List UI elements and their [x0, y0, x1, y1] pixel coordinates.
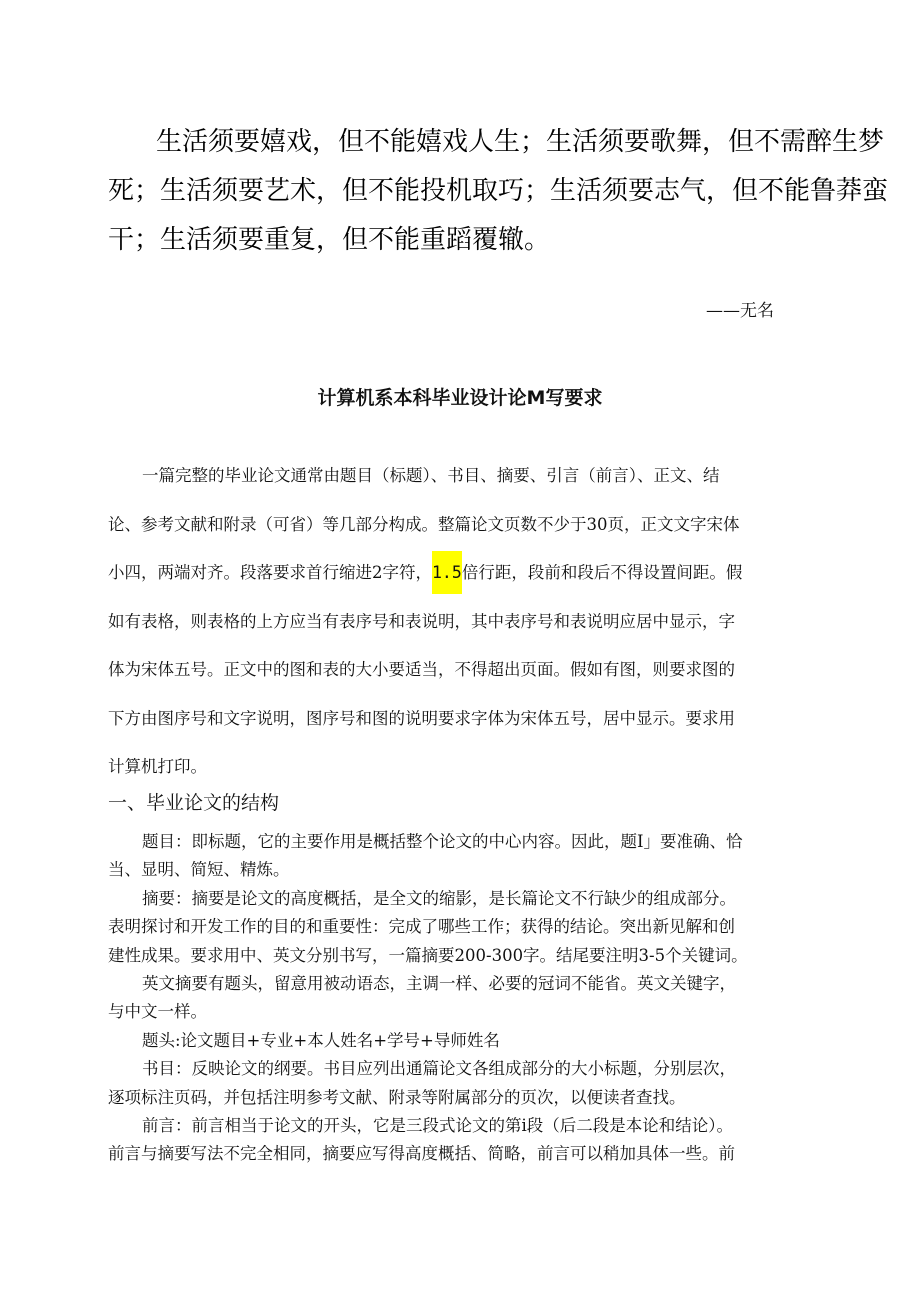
- paragraph-line: 前言与摘要写法不完全相同，摘要应写得高度概括、简略，前言可以稍加具体一些。前: [108, 1144, 735, 1164]
- paragraph-line: 逐项标注页码，并包括注明参考文献、附录等附属部分的页次，以便读者查找。: [108, 1087, 686, 1107]
- paragraph-line: 计算机打印。: [108, 757, 207, 776]
- section-heading: 一、毕业论文的结构: [108, 792, 280, 814]
- paragraph-line: 论、参考文献和附录（可省）等几部分构成。整篇论文页数不少于30页，正文文字宋体: [108, 514, 740, 534]
- paragraph-line: 书目：反映论文的纲要。书目应列出通篇论文各组成部分的大小标题，分别层次，: [142, 1059, 736, 1079]
- epigraph-quote: [108, 118, 889, 265]
- line-text: 倍行距，段前和段后不得设置间距。假: [461, 563, 743, 582]
- document-title: 计算机系本科毕业设计论M写要求: [317, 387, 603, 409]
- paragraph-line: 题目：即标题，它的主要作用是概括整个论文的中心内容。因此，题Ⅰ」要准确、恰: [142, 832, 743, 851]
- paragraph-line: 与中文一样。: [108, 1002, 207, 1022]
- quote-line: 死；生活须要艺术，但不能投机取巧；生活须要志气，但不能鲁莽蛮: [108, 176, 889, 206]
- paragraph-line: [108, 549, 813, 598]
- paragraph-line: 题头:论文题目+专业+本人姓名+学号+导师姓名: [142, 1030, 500, 1050]
- quote-line: 干；生活须要重复，但不能重蹈覆辙。: [108, 225, 551, 255]
- quote-attribution: ——无名: [706, 301, 774, 321]
- paragraph-line: 体为宋体五号。正文中的图和表的大小要适当，不得超出页面。假如有图，则要求图的: [108, 660, 735, 679]
- paragraph-line: 下方由图序号和文字说明，图序号和图的说明要求字体为宋体五号，居中显示。要求用: [108, 708, 735, 728]
- line-text: 小四，两端对齐。段落要求首行缩进2字符，: [108, 563, 432, 582]
- paragraph-line: 建性成果。要求用中、英文分别书写，一篇摘要200-300字。结尾要注明3-5个关键词。: [108, 945, 748, 965]
- intro-paragraph: [108, 452, 813, 792]
- quote-line: 生活须要嬉戏，但不能嬉戏人生；生活须要歌舞，但不需醉生梦: [156, 127, 885, 157]
- structure-paragraphs: [108, 828, 813, 1169]
- paragraph-line: 摘要：摘要是论文的高度概括，是全文的缩影，是长篇论文不行缺少的组成部分。: [142, 888, 736, 908]
- paragraph-line: 英文摘要有题头，留意用被动语态，主调一样、必要的冠词不能省。英文关键字，: [142, 974, 736, 994]
- highlighted-text: 1.5: [432, 551, 462, 594]
- paragraph-line: 表明探讨和开发工作的目的和重要性：完成了哪些工作；获得的结论。突出新见解和创: [108, 917, 735, 937]
- paragraph-line: 当、显明、简短、精炼。: [108, 860, 290, 880]
- paragraph-line: 如有表格，则表格的上方应当有表序号和表说明，其中表序号和表说明应居中显示，字: [108, 611, 735, 631]
- paragraph-line: 前言：前言相当于论文的开头，它是三段式论文的第i段（后二段是本论和结论）。: [142, 1116, 734, 1136]
- paragraph-line: 一篇完整的毕业论文通常由题目（标题）、书目、摘要、引言（前言）、正文、结: [142, 466, 720, 485]
